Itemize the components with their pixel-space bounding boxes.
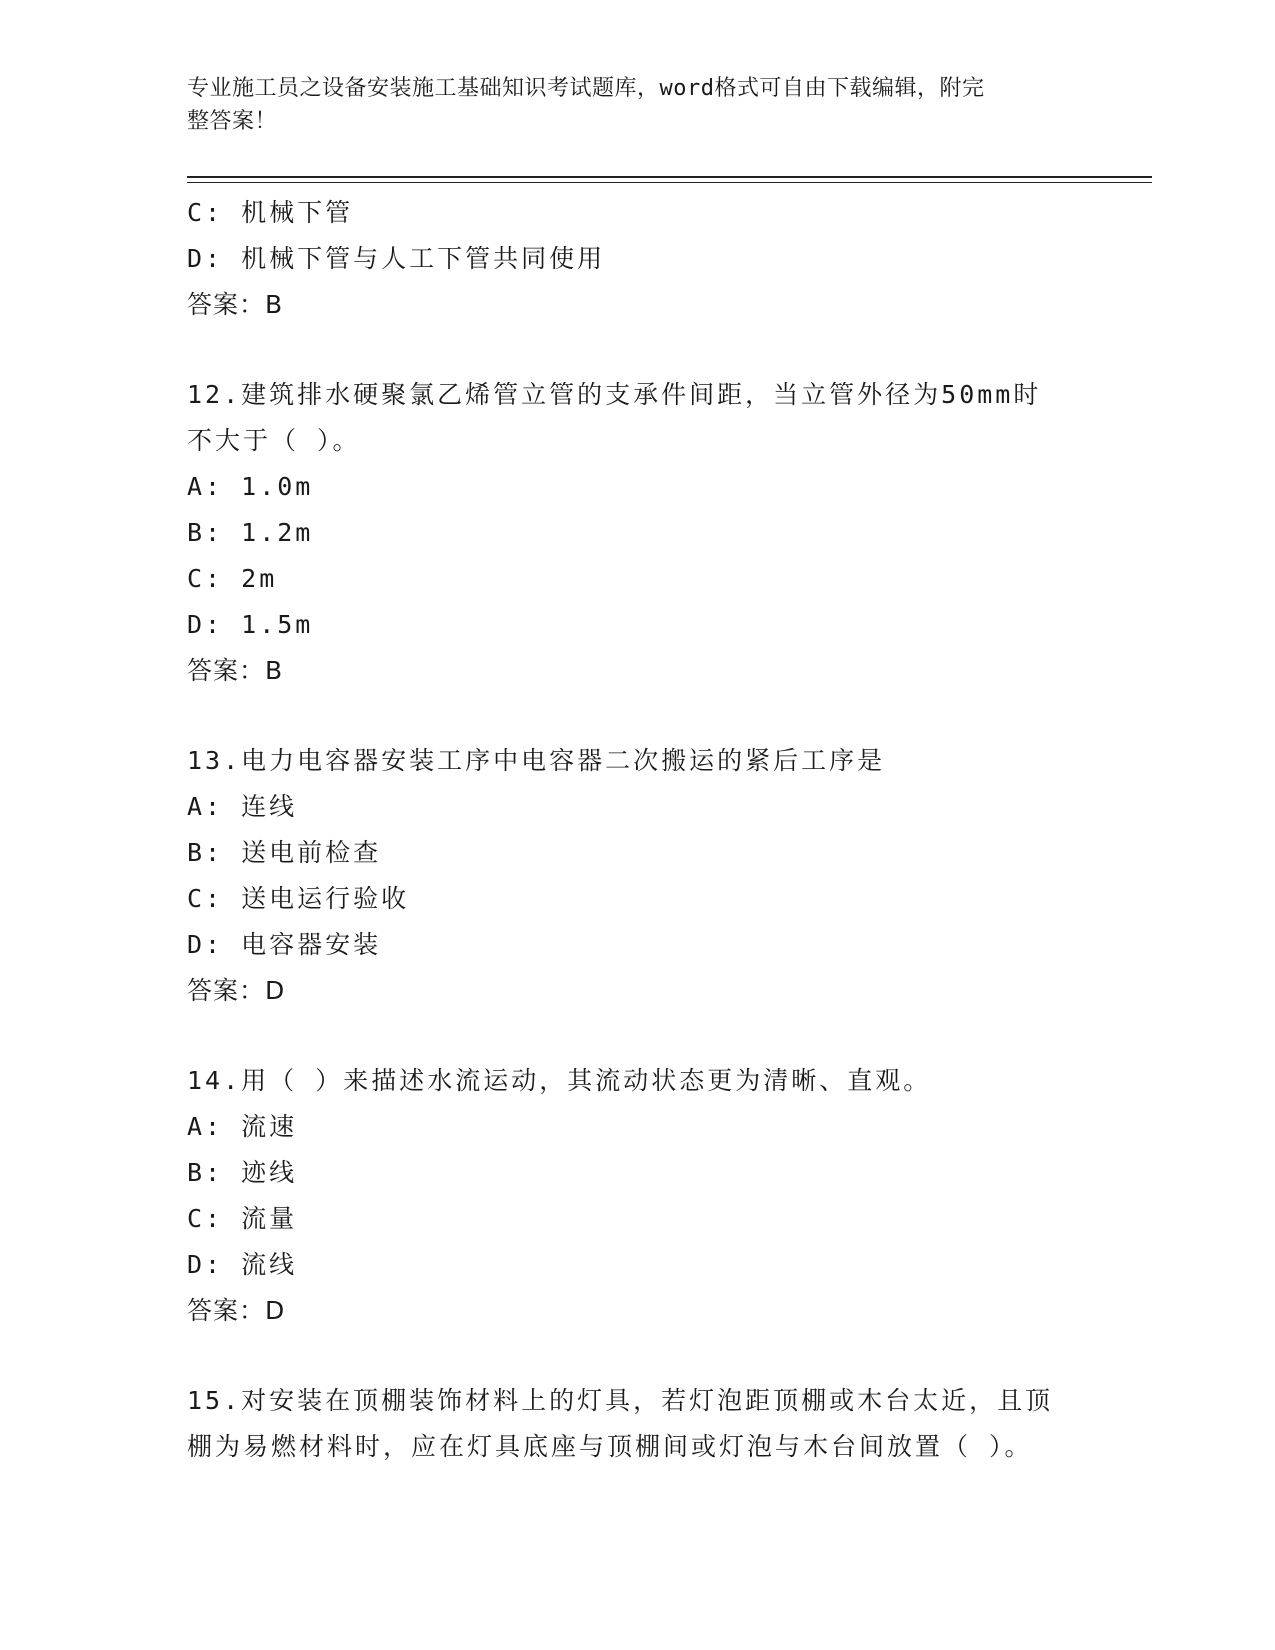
- option-c: C: 流量: [187, 1204, 298, 1233]
- question-stem-line: 13.电力电容器安装工序中电容器二次搬运的紧后工序是: [187, 746, 886, 775]
- question-stem-line: 不大于（ ）。: [187, 426, 361, 455]
- header-line-1: 专业施工员之设备安装施工基础知识考试题库，word格式可自由下载编辑，附完: [187, 76, 985, 101]
- option-b: B: 送电前检查: [187, 838, 382, 867]
- option-a: A: 流速: [187, 1112, 298, 1141]
- header-line-2: 整答案！: [187, 109, 278, 134]
- question-stem: [187, 372, 1087, 464]
- question-12: [187, 372, 1087, 694]
- option-d: D: 流线: [187, 1250, 298, 1279]
- question-stem: [187, 1378, 1087, 1470]
- question-stem: [187, 738, 1087, 784]
- answer-line: 答案：D: [187, 976, 286, 1005]
- question-stem-line: 15.对安装在顶棚装饰材料上的灯具，若灯泡距顶棚或木台太近，且顶: [187, 1386, 1054, 1415]
- option-d: D: 机械下管与人工下管共同使用: [187, 244, 606, 273]
- question-15: [187, 1378, 1087, 1470]
- option-c: C: 机械下管: [187, 198, 354, 227]
- question-stem-line: 12.建筑排水硬聚氯乙烯管立管的支承件间距，当立管外径为50mm时: [187, 380, 1042, 409]
- answer-line: 答案：B: [187, 290, 284, 319]
- option-a: A: 1.0m: [187, 472, 314, 501]
- header-divider-thick: [187, 176, 1152, 178]
- question-11-continued: [187, 190, 1087, 328]
- option-d: D: 1.5m: [187, 610, 314, 639]
- option-a: A: 连线: [187, 792, 298, 821]
- option-c: C: 2m: [187, 564, 278, 593]
- question-stem-line: 棚为易燃材料时，应在灯具底座与顶棚间或灯泡与木台间放置（ ）。: [187, 1432, 1033, 1461]
- question-list: [187, 190, 1087, 1470]
- document-header: [187, 72, 1087, 138]
- option-d: D: 电容器安装: [187, 930, 382, 959]
- question-13: [187, 738, 1087, 1014]
- header-divider-thin: [187, 182, 1152, 183]
- option-b: B: 迹线: [187, 1158, 298, 1187]
- option-b: B: 1.2m: [187, 518, 314, 547]
- question-stem: [187, 1058, 1087, 1104]
- answer-line: 答案：D: [187, 1296, 286, 1325]
- question-14: [187, 1058, 1087, 1334]
- question-stem-line: 14.用（ ）来描述水流运动，其流动状态更为清晰、直观。: [187, 1066, 932, 1095]
- option-c: C: 送电运行验收: [187, 884, 410, 913]
- answer-line: 答案：B: [187, 656, 284, 685]
